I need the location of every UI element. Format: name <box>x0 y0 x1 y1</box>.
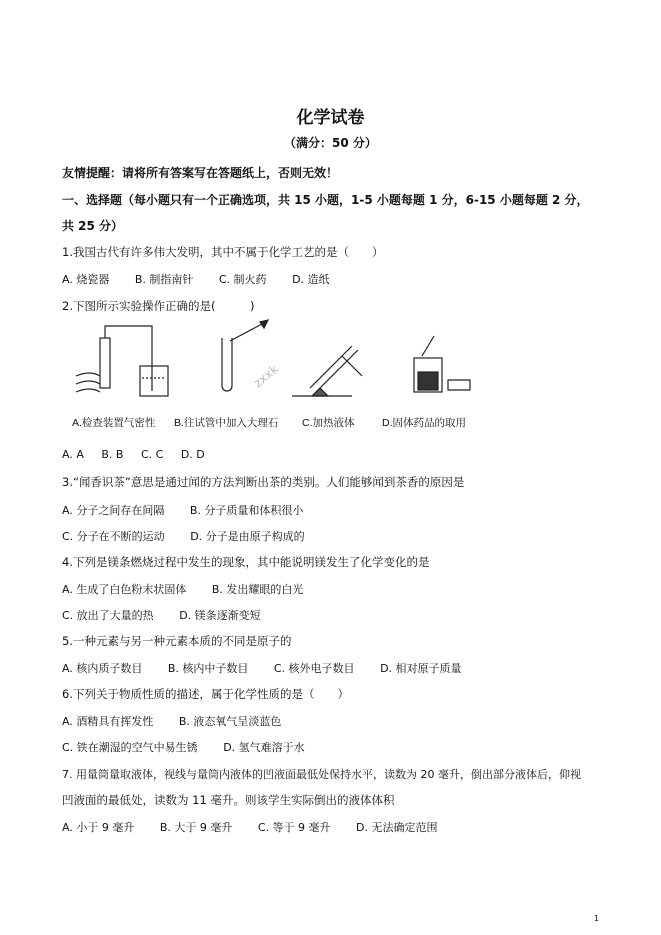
option-c: C. C <box>140 448 164 461</box>
question-3-options-row2 <box>62 528 327 544</box>
figure-c-heating <box>292 346 362 396</box>
question-3-options-row1 <box>62 502 325 518</box>
full-score: （满分：50 分） <box>284 136 377 150</box>
watermark: zxxk <box>250 361 281 391</box>
option-b: B. 发出耀眼的白光 <box>211 583 304 596</box>
figure-a-airtightness <box>76 326 168 396</box>
option-d: D. D <box>180 448 205 461</box>
option-b: B. 制指南针 <box>134 273 194 286</box>
page-title: 化学试卷 <box>296 108 365 128</box>
question-2-stem: 2.下图所示实验操作正确的是( ) <box>62 299 255 313</box>
option-a: A. 烧瓷器 <box>62 273 110 286</box>
option-c: C. 放出了大量的热 <box>62 609 154 622</box>
experiment-figures <box>62 316 492 436</box>
section-heading-line1: 一、选择题（每小题只有一个正确选项，共 15 小题，1-5 小题每题 1 分，6-15 小题每题 2 分， <box>62 193 589 207</box>
option-c: C. 制火药 <box>218 273 267 286</box>
caption-a: A.检查装置气密性 <box>72 417 156 429</box>
question-3-stem: 3.“闻香识茶”意思是通过闻的方法判断出茶的类别。人们能够闻到茶香的原因是 <box>62 475 465 489</box>
option-a: A. 核内质子数目 <box>62 662 143 675</box>
option-d: D. 镁条逐渐变短 <box>179 609 261 622</box>
option-b: B. B <box>101 448 124 461</box>
question-2-options <box>62 448 219 461</box>
figure-d-solid-reagent <box>414 336 470 392</box>
option-c: C. 分子在不断的运动 <box>62 530 165 543</box>
question-7-stem-line2: 凹液面的最低处，读数为 11 毫升。则该学生实际倒出的液体体积 <box>62 793 395 807</box>
option-d: D. 分子是由原子构成的 <box>190 530 305 543</box>
option-b: B. 分子质量和体积很小 <box>189 504 304 517</box>
option-c: C. 等于 9 毫升 <box>257 821 331 834</box>
option-a: A. 分子之间存在间隔 <box>62 504 165 517</box>
question-4-stem: 4.下列是镁条燃烧过程中发生的现象，其中能说明镁发生了化学变化的是 <box>62 555 430 569</box>
question-4-options-row2 <box>62 607 283 623</box>
option-d: D. 造纸 <box>292 273 330 286</box>
option-c: C. 核外电子数目 <box>273 662 355 675</box>
option-a: A. 酒精具有挥发性 <box>62 715 154 728</box>
option-d: D. 无法确定范围 <box>356 821 438 834</box>
option-d: D. 相对原子质量 <box>380 662 462 675</box>
question-6-options-row2 <box>62 739 327 755</box>
option-b: B. 大于 9 毫升 <box>159 821 233 834</box>
question-5-stem: 5.一种元素与另一种元素本质的不同是原子的 <box>62 634 292 648</box>
question-5-options <box>62 660 484 676</box>
section-heading-line2: 共 25 分） <box>62 219 124 233</box>
question-7-stem-line1: 7. 用量筒量取液体，视线与量筒内液体的凹液面最低处保持水平，读数为 20 毫升，倒出部分液体后，仰视 <box>62 768 581 781</box>
option-c: C. 铁在潮湿的空气中易生锈 <box>62 741 198 754</box>
question-1-stem: 1.我国古代有许多伟大发明，其中不属于化学工艺的是（ ） <box>62 245 384 259</box>
option-b: B. 核内中子数目 <box>167 662 249 675</box>
question-7-options <box>62 819 460 835</box>
caption-d: D.固体药品的取用 <box>382 417 466 429</box>
question-1-options <box>62 271 352 287</box>
option-d: D. 氢气难溶于水 <box>223 741 305 754</box>
question-4-options-row1 <box>62 581 325 597</box>
option-a: A. A <box>62 448 84 461</box>
caption-c: C.加热液体 <box>302 417 355 429</box>
page-number: 1 <box>593 914 599 923</box>
caption-b: B.往试管中加入大理石 <box>174 417 279 429</box>
reminder: 友情提醒：请将所有答案写在答题纸上，否则无效！ <box>62 166 339 180</box>
question-6-options-row1 <box>62 713 303 729</box>
option-a: A. 生成了白色粉末状固体 <box>62 583 187 596</box>
option-a: A. 小于 9 毫升 <box>62 821 135 834</box>
option-b: B. 液态氧气呈淡蓝色 <box>178 715 282 728</box>
question-6-stem: 6.下列关于物质性质的描述，属于化学性质的是（ ） <box>62 687 349 701</box>
